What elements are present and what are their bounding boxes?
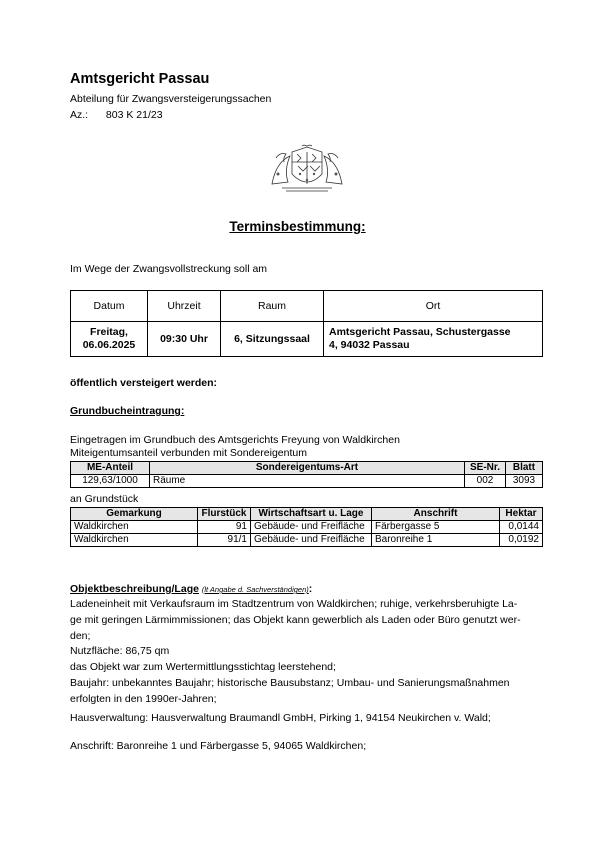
col-header-raum: Raum (221, 291, 324, 322)
me-header-art: Sondereigentums-Art (150, 462, 465, 475)
schedule-date-day: Freitag, (90, 326, 128, 338)
me-blatt: 3093 (506, 475, 543, 488)
flur-header-wirtschaftsart: Wirtschaftsart u. Lage (251, 508, 372, 521)
objekt-heading-colon: : (308, 583, 313, 595)
objekt-line: erfolgten in den 1990er-Jahren; (70, 692, 217, 705)
me-anteil: 129,63/1000 (71, 475, 150, 488)
schedule-room: 6, Sitzungssaal (221, 322, 324, 357)
grundbuch-line1: Eingetragen im Grundbuch des Amtsgerichts Freyung von Waldkirchen (70, 434, 400, 446)
objekt-heading-text: Objektbeschreibung/Lage (70, 583, 199, 595)
me-header-senr: SE-Nr. (465, 462, 506, 475)
objekt-line: Ladeneinheit mit Verkaufsraum im Stadtzentrum von Waldkirchen; ruhige, verkehrsberuhigte La- (70, 598, 518, 610)
auction-text: öffentlich versteigert werden: (70, 377, 218, 389)
court-name: Amtsgericht Passau (70, 71, 210, 87)
objekt-line: das Objekt war zum Wertermittlungsstichtag leerstehend; (70, 661, 336, 674)
objekt-line: ge mit geringen Lärmimmissionen; das Objekt kann gewerblich als Laden oder Büro genutzt wer- (70, 613, 521, 626)
flur-header-anschrift: Anschrift (372, 508, 500, 521)
table-row (71, 521, 543, 534)
flur-wirtschaftsart: Gebäude- und Freifläche (251, 534, 372, 547)
intro-text: Im Wege der Zwangsvollstreckung soll am (70, 263, 268, 275)
grundbuch-heading: Grundbucheintragung: (70, 405, 185, 417)
case-number-value: 803 K 21/23 (105, 109, 163, 121)
case-number (70, 109, 163, 121)
objekt-description (70, 597, 545, 708)
me-header-anteil: ME-Anteil (71, 462, 150, 475)
anschrift: Anschrift: Baronreihe 1 und Färbergasse 5, 94065 Waldkirchen; (70, 740, 367, 752)
flur-header-gemarkung: Gemarkung (71, 508, 198, 521)
flur-hektar: 0,0192 (500, 534, 543, 547)
objekt-heading-note: (lt Angabe d. Sachverständigen) (201, 585, 309, 594)
coat-of-arms-icon (262, 144, 352, 196)
flurstueck-table (70, 507, 543, 547)
objekt-heading (70, 583, 312, 596)
department: Abteilung für Zwangsversteigerungssachen (70, 93, 272, 105)
flur-header-hektar: Hektar (500, 508, 543, 521)
me-art: Räume (150, 475, 465, 488)
flur-header-flurstueck: Flurstück (198, 508, 251, 521)
document-title: Terminsbestimmung: (229, 219, 366, 234)
col-header-datum: Datum (71, 291, 148, 322)
grundbuch-line2: Miteigentumsanteil verbunden mit Sondereigentum (70, 447, 307, 459)
schedule-place-line1: Amtsgericht Passau, Schustergasse (329, 326, 511, 338)
me-table (70, 461, 543, 488)
schedule-date-value: 06.06.2025 (82, 339, 136, 351)
case-number-label: Az.: (70, 109, 89, 121)
flur-anschrift: Baronreihe 1 (372, 534, 500, 547)
schedule-place-line2: 4, 94032 Passau (329, 339, 410, 351)
col-header-ort: Ort (324, 291, 543, 322)
objekt-line: den; (70, 629, 91, 642)
table-row (71, 534, 543, 547)
flur-gemarkung: Waldkirchen (71, 521, 198, 534)
flur-gemarkung: Waldkirchen (71, 534, 198, 547)
objekt-line: Baujahr: unbekanntes Baujahr; historische Bausubstanz; Umbau- und Sanierungsmaßnahmen (70, 676, 510, 689)
flur-hektar: 0,0144 (500, 521, 543, 534)
me-senr: 002 (465, 475, 506, 488)
schedule-time: 09:30 Uhr (148, 322, 221, 357)
me-header-blatt: Blatt (506, 462, 543, 475)
schedule-date (71, 322, 148, 357)
hausverwaltung: Hausverwaltung: Hausverwaltung Braumandl GmbH, Pirking 1, 94154 Neukirchen v. Wald; (70, 712, 491, 724)
an-grundstueck: an Grundstück (70, 493, 139, 505)
flur-flurstueck: 91/1 (198, 534, 251, 547)
flur-wirtschaftsart: Gebäude- und Freifläche (251, 521, 372, 534)
flur-flurstueck: 91 (198, 521, 251, 534)
flur-anschrift: Färbergasse 5 (372, 521, 500, 534)
schedule-table (70, 290, 543, 357)
schedule-place (324, 322, 543, 357)
col-header-uhrzeit: Uhrzeit (148, 291, 221, 322)
objekt-line: Nutzfläche: 86,75 qm (70, 645, 170, 658)
